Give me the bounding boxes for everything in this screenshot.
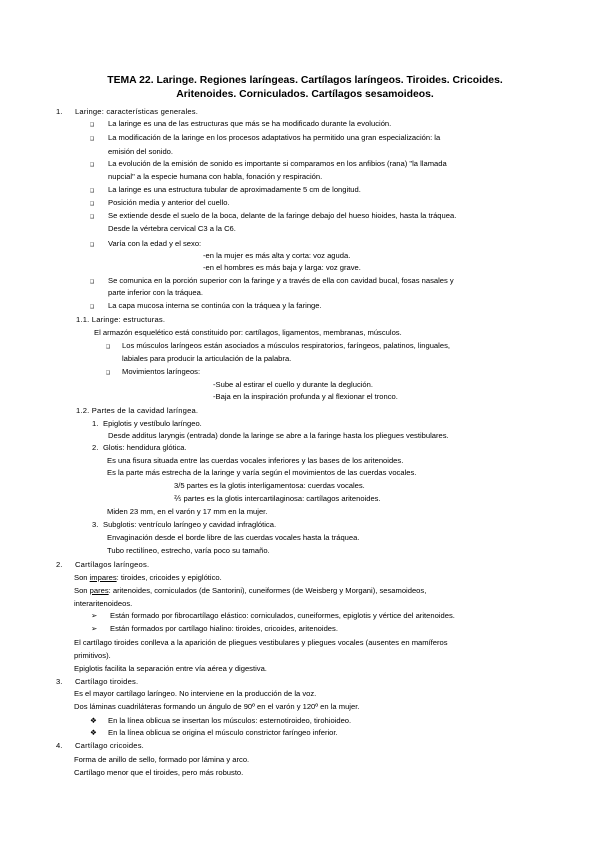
title-line-2: Aritenoides. Corniculados. Cartílagos sesamoideos. <box>176 89 434 100</box>
text-line: Se comunica en la porción superior con la faringe y a través de ella con cavidad bucal, fosas nasales y <box>108 276 454 285</box>
text-line: Posición media y anterior del cuello. <box>108 198 230 207</box>
underlined-term: impares <box>89 573 117 582</box>
text-line <box>74 585 426 597</box>
text-line: -en la mujer es más alta y corta: voz aguda. <box>203 251 351 260</box>
text-line: -Baja en la inspiración profunda y al flexionar el tronco. <box>213 392 398 401</box>
list-number: 1. <box>92 419 99 428</box>
text-line: El cartílago tiroides conlleva a la aparición de pliegues vestibulares y pliegues vocales (ausentes en mamíferos <box>74 638 448 647</box>
text-line: Están formado por fibrocartílago elástico: corniculados, cuneiformes, epiglotis y vértice del aritenoides. <box>110 611 455 620</box>
list-number: 4. <box>56 741 63 750</box>
title-line-1: TEMA 22. Laringe. Regiones laríngeas. Cartílagos laríngeos. Tiroides. Cricoides. <box>107 75 503 86</box>
square-bullet-icon: ❑ <box>106 342 111 350</box>
text-line: Miden 23 mm, en el varón y 17 mm en la mujer. <box>107 507 268 516</box>
text-line: Subglotis: ventrículo laríngeo y cavidad infraglótica. <box>103 520 277 529</box>
square-bullet-icon: ❑ <box>106 368 111 376</box>
text-line: 3/5 partes es la glotis interligamentosa: cuerdas vocales. <box>174 481 365 490</box>
star-bullet-icon: ❖ <box>90 728 97 737</box>
section-heading: Cartílagos laríngeos. <box>75 560 150 569</box>
square-bullet-icon: ❑ <box>90 120 95 128</box>
text-line: En la línea oblicua se insertan los músculos: esternotiroideo, tirohioideo. <box>108 716 352 725</box>
text-line: Es una fisura situada entre las cuerdas vocales inferiores y las bases de los aritenoides. <box>107 456 404 465</box>
square-bullet-icon: ❑ <box>90 302 95 310</box>
text-line: Desde additus laryngis (entrada) donde la laringe se abre a la faringe hasta los pliegues vestibulares. <box>108 431 449 440</box>
text-line: Están formados por cartílago hialino: tiroides, cricoides, aritenoides. <box>110 624 338 633</box>
text-line: Se extiende desde el suelo de la boca, delante de la faringe debajo del hueso hioides, hasta la tráquea. <box>108 211 457 220</box>
square-bullet-icon: ❑ <box>90 240 95 248</box>
text-line: Epiglotis y vestíbulo laríngeo. <box>103 419 202 428</box>
text-line: La evolución de la emisión de sonido es importante si comparamos en los anfibios (rana) "la llamada <box>108 159 447 168</box>
text-line: Tubo rectilíneo, estrecho, varía poco su tamaño. <box>107 546 270 555</box>
text-line: La laringe es una estructura tubular de aproximadamente 5 cm de longitud. <box>108 185 361 194</box>
list-number: 2. <box>56 560 63 569</box>
text-line: interaritenoideos. <box>74 599 133 608</box>
text-line <box>74 572 222 584</box>
text-prefix: Son <box>74 586 90 595</box>
text-line: En la línea oblicua se origina el músculo constrictor faríngeo inferior. <box>108 728 338 737</box>
list-number: 1. <box>56 107 63 116</box>
text-line: Envaginación desde el borde libre de las cuerdas vocales hasta la tráquea. <box>107 533 360 542</box>
square-bullet-icon: ❑ <box>90 199 95 207</box>
text-line: Cartílago menor que el tiroides, pero más robusto. <box>74 768 244 777</box>
text-line: ⅖ partes es la glotis intercartilaginosa: cartílagos aritenoides. <box>174 494 381 503</box>
list-number: 3. <box>92 520 99 529</box>
square-bullet-icon: ❑ <box>90 212 95 220</box>
text-rest: : aritenoides, corniculados (de Santorini), cuneiformes (de Weisberg y Morgani), sesamoideos, <box>108 586 427 595</box>
document-title <box>70 74 540 102</box>
subsection-heading: 1.1. Laringe: estructuras. <box>76 315 166 324</box>
text-line: -en el hombres es más baja y larga: voz grave. <box>203 263 361 272</box>
text-line: La laringe es una de las estructuras que más se ha modificado durante la evolución. <box>108 119 392 128</box>
text-line: El armazón esquelético está constituido por: cartílagos, ligamentos, membranas, músculos. <box>94 328 402 337</box>
text-line: La modificación de la laringe en los procesos adaptativos ha permitido una gran especialización: la <box>108 133 441 142</box>
text-line: parte inferior con la tráquea. <box>108 288 203 297</box>
text-line: labiales para producir la articulación de la palabra. <box>122 354 292 363</box>
text-line: Es la parte más estrecha de la laringe y varía según el movimientos de las cuerdas vocales. <box>107 468 417 477</box>
list-number: 3. <box>56 677 63 686</box>
square-bullet-icon: ❑ <box>90 186 95 194</box>
text-line: Varía con la edad y el sexo: <box>108 239 202 248</box>
text-line: Desde la vértebra cervical C3 a la C6. <box>108 224 236 233</box>
star-bullet-icon: ❖ <box>90 716 97 725</box>
text-line: La capa mucosa interna se continúa con la tráquea y la faringe. <box>108 301 322 310</box>
subsection-heading: 1.2. Partes de la cavidad laríngea. <box>76 406 199 415</box>
arrow-bullet-icon: ➢ <box>91 624 98 633</box>
square-bullet-icon: ❑ <box>90 134 95 142</box>
text-line: Los músculos laríngeos están asociados a músculos respiratorios, faríngeos, palatinos, linguales, <box>122 341 450 350</box>
text-line: Epiglotis facilita la separación entre vía aérea y digestiva. <box>74 664 267 673</box>
underlined-term: pares <box>89 586 109 595</box>
text-line: Dos láminas cuadriláteras formando un ángulo de 90º en el varón y 120º en la mujer. <box>74 702 360 711</box>
text-line: Glotis: hendidura glótica. <box>103 443 187 452</box>
square-bullet-icon: ❑ <box>90 277 95 285</box>
text-line: emisión del sonido. <box>108 147 174 156</box>
text-line: primitivos). <box>74 651 111 660</box>
section-heading: Laringe: características generales. <box>75 107 199 116</box>
text-line: Es el mayor cartílago laríngeo. No interviene en la producción de la voz. <box>74 689 317 698</box>
square-bullet-icon: ❑ <box>90 160 95 168</box>
text-line: Movimientos laríngeos: <box>122 367 201 376</box>
text-line: -Sube al estirar el cuello y durante la deglución. <box>213 380 373 389</box>
arrow-bullet-icon: ➢ <box>91 611 98 620</box>
section-heading: Cartílago cricoides. <box>75 741 144 750</box>
text-prefix: Son <box>74 573 90 582</box>
text-line: nupcial" a la especie humana con habla, fonación y respiración. <box>108 172 323 181</box>
section-heading: Cartílago tiroides. <box>75 677 139 686</box>
text-line: Forma de anillo de sello, formado por lámina y arco. <box>74 755 250 764</box>
text-rest: : tiroides, cricoides y epiglótico. <box>116 573 222 582</box>
list-number: 2. <box>92 443 99 452</box>
